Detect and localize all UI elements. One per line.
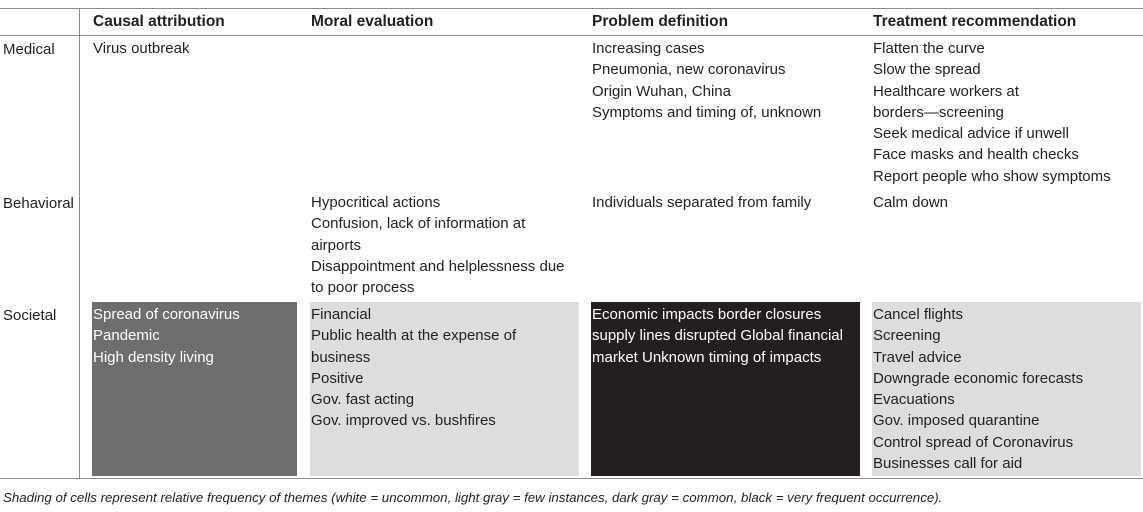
row-label-divider [79,8,80,478]
cell-line: Financial [311,306,372,323]
cell-line: Individuals separated from family [592,194,812,211]
header-problem-definition: Problem definition [592,13,729,30]
cell-line: Travel advice [873,348,962,366]
cell-line: supply lines disrupted Global financial [592,327,843,345]
cell-medical-treatment [873,38,1141,187]
cell-societal-moral [310,302,579,476]
cell-societal-treatment [872,302,1141,476]
cell-line: Report people who show symptoms [873,167,1111,185]
cell-line: Calm down [873,194,949,211]
row-label-behavioral: Behavioral [3,195,74,212]
cell-line: Seek medical advice if unwell [873,125,1069,143]
cell-line: Control spread of Coronavirus [873,433,1074,451]
cell-line: Disappointment and helplessness due [311,257,565,275]
cell-line: Cancel flights [873,306,964,323]
cell-line: Slow the spread [873,61,981,79]
cell-line: Healthcare workers at [873,82,1019,100]
cell-line: Screening [873,327,941,345]
cell-line: High density living [93,348,214,366]
cell-line: Spread of coronavirus [93,306,240,323]
cell-line: Confusion, lack of information at [311,215,526,233]
cell-line: Pandemic [93,327,160,345]
cell-line: Pneumonia, new coronavirus [592,61,786,79]
cell-line: Businesses call for aid [873,455,1023,473]
header-rule [0,35,1143,36]
cell-behavioral-treatment [873,192,1141,213]
header-causal-attribution: Causal attribution [93,13,225,30]
cell-line: Face masks and health checks [873,146,1079,164]
cell-line: Evacuations [873,391,955,409]
cell-line: Economic impacts border closures [592,306,822,323]
cell-line: Positive [311,369,364,387]
table-footnote: Shading of cells represent relative frequency of themes (white = uncommon, light gray = few instances, dark gray = common, black = very frequent occurrence). [3,490,943,505]
header-moral-evaluation: Moral evaluation [311,13,434,30]
cell-line: to poor process [311,279,415,297]
cell-line: business [311,348,371,366]
table-top-rule [0,8,1143,9]
cell-line: Gov. imposed quarantine [873,412,1040,430]
cell-line: Origin Wuhan, China [592,82,731,100]
cell-line: Gov. improved vs. bushfires [311,412,496,430]
row-label-medical: Medical [3,41,55,58]
cell-behavioral-problem [592,192,860,213]
cell-line: Hypocritical actions [311,194,441,211]
cell-line: market Unknown timing of impacts [592,348,822,366]
row-label-societal: Societal [3,307,57,324]
cell-line: Increasing cases [592,40,705,57]
cell-line: Downgrade economic forecasts [873,369,1084,387]
cell-line: Gov. fast acting [311,391,415,409]
cell-medical-problem [592,38,860,123]
cell-societal-problem [591,302,860,476]
cell-line: airports [311,236,362,254]
cell-line: Flatten the curve [873,40,985,57]
cell-medical-causal [93,38,298,59]
header-treatment-recommendation: Treatment recommendation [873,13,1077,30]
cell-societal-causal [92,302,297,476]
cell-line: Public health at the expense of [311,327,517,345]
table-bottom-rule [0,478,1143,479]
cell-behavioral-moral [311,192,579,298]
cell-line: Virus outbreak [93,40,190,57]
cell-line: borders—screening [873,103,1004,121]
cell-line: Symptoms and timing of, unknown [592,103,822,121]
